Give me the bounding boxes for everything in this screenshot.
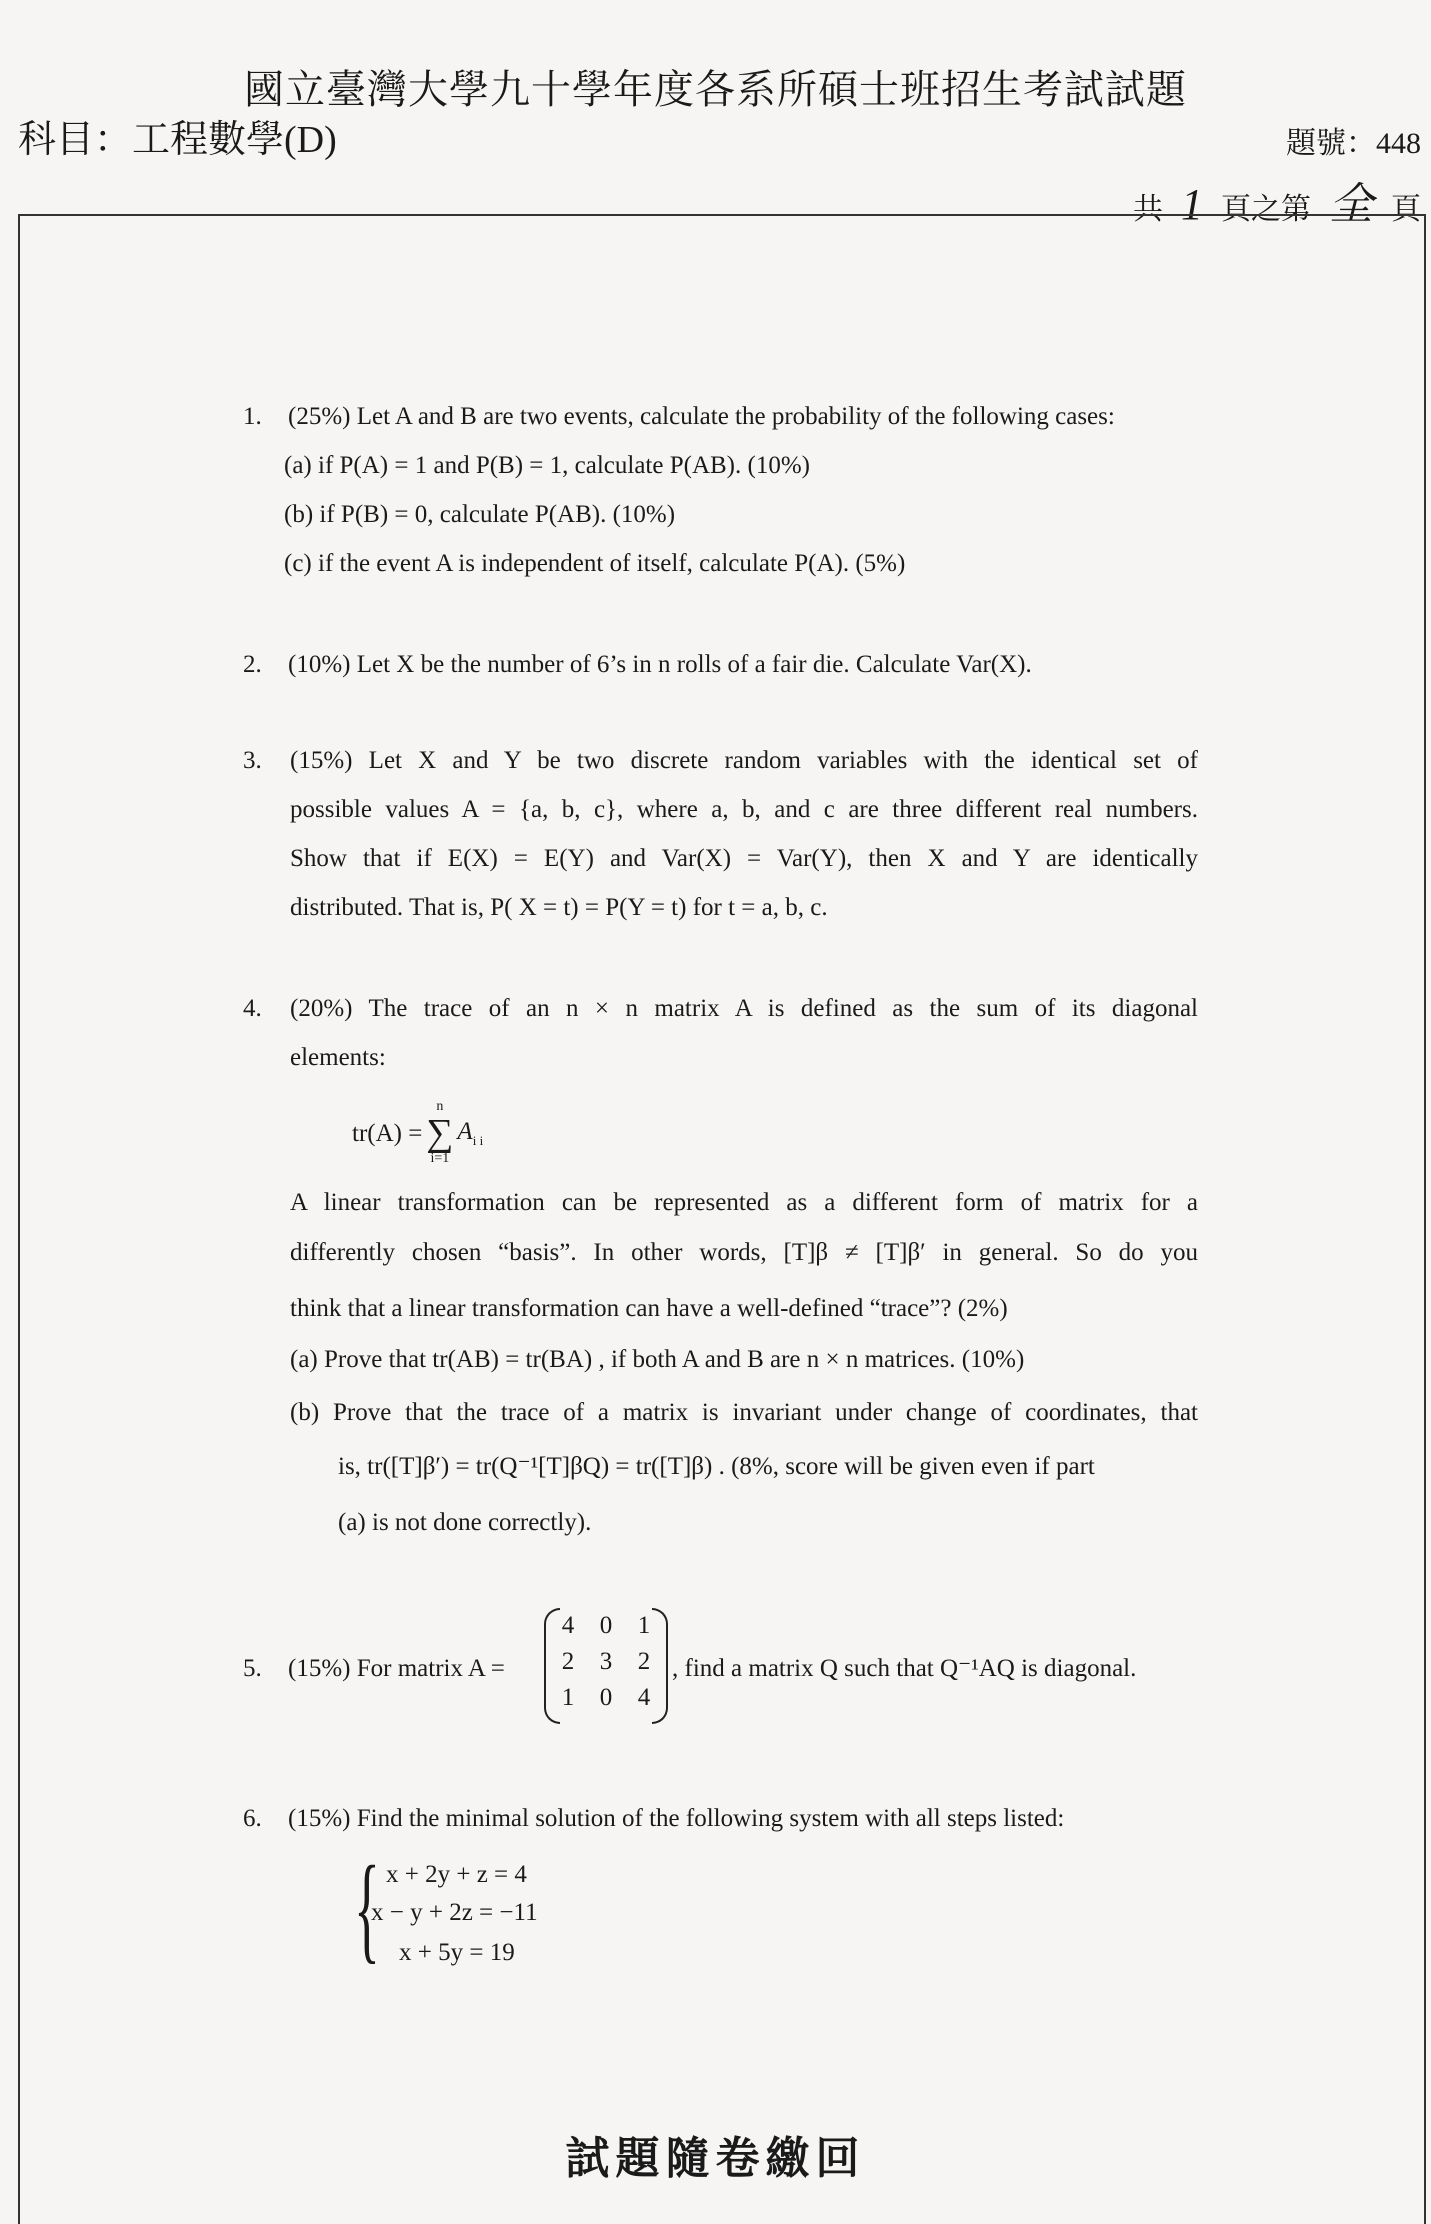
question-6 <box>243 1806 1064 1831</box>
question-1b: (b) if P(B) = 0, calculate P(AB). (10%) <box>284 501 676 528</box>
equation-1: x + 2y + z = 4 <box>386 1861 527 1888</box>
question-6-text: (15%) Find the minimal solution of the following system with all steps listed: <box>288 1805 1065 1832</box>
exam-subject: 科目：工程數學(D) <box>18 119 337 161</box>
question-1 <box>243 404 1193 429</box>
question-3-line-3: Show that if E(X) = E(Y) and Var(X) = Var(Y), then X and Y are identically <box>290 845 1198 872</box>
matrix-cell: 3 <box>599 1648 613 1675</box>
question-number: 4. <box>243 995 262 1022</box>
matrix-cell: 4 <box>561 1612 575 1639</box>
system-brace: { <box>354 1841 380 1974</box>
question-2-text: (10%) Let X be the number of 6’s in n rolls of a fair die. Calculate Var(X). <box>288 651 1032 678</box>
summation-symbol <box>426 1100 453 1166</box>
question-3-line-4: distributed. That is, P( X = t) = P(Y = t) for t = a, b, c. <box>290 894 828 921</box>
formula-subscript: i i <box>472 1133 484 1148</box>
question-4b-line-2: is, tr([T]β′) = tr(Q⁻¹[T]βQ) = tr([T]β) . (8%, score will be given even if part <box>338 1453 1095 1480</box>
formula-term: A <box>457 1118 473 1145</box>
question-4-line-2: elements: <box>290 1044 386 1071</box>
summation-upper: n <box>436 1099 444 1114</box>
matrix-cell: 1 <box>561 1684 575 1711</box>
question-4b-line-3: (a) is not done correctly). <box>338 1509 592 1536</box>
question-1-stem: (25%) Let A and B are two events, calculate the probability of the following cases: <box>288 403 1115 430</box>
pages-current: 全 <box>1329 180 1373 229</box>
question-number: 1. <box>243 403 262 430</box>
question-number: 5. <box>243 1655 262 1682</box>
matrix-cell: 2 <box>561 1648 575 1675</box>
pages-suffix: 頁 <box>1391 193 1421 226</box>
question-number: 2. <box>243 651 262 678</box>
return-notice: 試題隨卷繳回 <box>565 2134 866 2183</box>
formula-lhs: tr(A) = <box>352 1119 423 1147</box>
question-4a: (a) Prove that tr(AB) = tr(BA) , if both A and B are n × n matrices. (10%) <box>290 1346 1025 1373</box>
matrix-cell: 2 <box>637 1648 651 1675</box>
question-4-line-5: think that a linear transformation can have a well-defined “trace”? (2%) <box>290 1295 1008 1322</box>
question-4b-line-1: (b) Prove that the trace of a matrix is invariant under change of coordinates, that <box>290 1399 1198 1426</box>
question-5-post: , find a matrix Q such that Q⁻¹AQ is diagonal. <box>672 1655 1137 1682</box>
question-number: 6. <box>243 1805 262 1832</box>
question-4-line-3: A linear transformation can be represented as a different form of matrix for a <box>290 1189 1198 1216</box>
question-5 <box>243 1656 505 1681</box>
question-1a: (a) if P(A) = 1 and P(B) = 1, calculate P(AB). (10%) <box>284 452 810 479</box>
question-5-pre: (15%) For matrix A = <box>288 1655 505 1682</box>
question-4-line-1: (20%) The trace of an n × n matrix A is defined as the sum of its diagonal <box>290 995 1198 1022</box>
pages-total: 1 <box>1181 180 1203 229</box>
question-4 <box>243 996 288 1021</box>
matrix-cell: 0 <box>599 1612 613 1639</box>
exam-code: 題號：448 <box>1286 127 1421 160</box>
question-number: 3. <box>243 747 262 774</box>
matrix-cell: 1 <box>637 1612 651 1639</box>
pages-mid: 頁之第 <box>1221 193 1311 226</box>
question-2 <box>243 652 1032 677</box>
exam-title: 國立臺灣大學九十學年度各系所碩士班招生考試試題 <box>244 67 1187 112</box>
question-3 <box>243 748 288 773</box>
summation-lower: i=1 <box>430 1151 450 1166</box>
summation-sign: ∑ <box>426 1112 454 1154</box>
exam-frame <box>18 214 1426 2224</box>
equation-3: x + 5y = 19 <box>399 1939 515 1966</box>
trace-formula <box>352 1100 483 1166</box>
matrix-a <box>544 1612 668 1716</box>
matrix-cell: 0 <box>599 1684 613 1711</box>
question-1c: (c) if the event A is independent of itself, calculate P(A). (5%) <box>284 550 906 577</box>
equation-2: x − y + 2z = −11 <box>371 1899 538 1926</box>
question-4-line-4: differently chosen “basis”. In other words, [T]β ≠ [T]β′ in general. So do you <box>290 1239 1198 1266</box>
question-3-line-1: (15%) Let X and Y be two discrete random variables with the identical set of <box>290 747 1198 774</box>
question-3-line-2: possible values A = {a, b, c}, where a, b, and c are three different real numbers. <box>290 796 1198 823</box>
matrix-cell: 4 <box>637 1684 651 1711</box>
pages-prefix: 共 <box>1133 193 1163 226</box>
